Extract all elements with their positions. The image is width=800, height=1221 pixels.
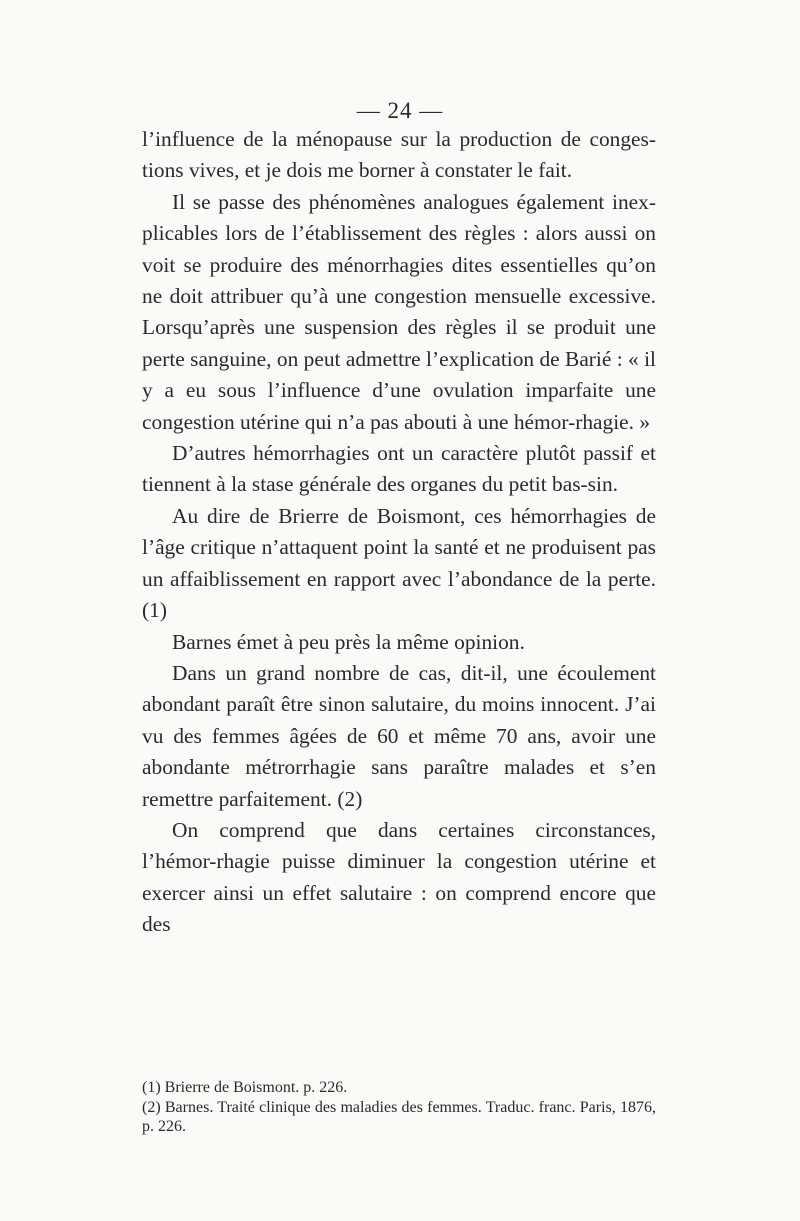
footnote-2: (2) Barnes. Traité clinique des maladies des femmes. Traduc. franc. Paris, 1876, p. 226. — [142, 1098, 656, 1136]
paragraph-6: Dans un grand nombre de cas, dit-il, une écoulement abondant paraît être sinon salutaire, du moins innocent. J’ai vu des femmes âgées de 60 et même 70 ans, avoir une abondante métrorrhagie sans paraître malades et s’en remettre parfaitement. (2) — [142, 660, 656, 811]
body-text — [142, 124, 656, 941]
paragraph-5: Barnes émet à peu près la même opinion. — [172, 629, 525, 654]
paragraph-7: On comprend que dans certaines circonstances, l’hémor-rhagie puisse diminuer la congestion utérine et exercer ainsi un effet salutaire : on comprend encore que des — [142, 817, 656, 937]
footnotes — [142, 1078, 656, 1137]
page-number: — 24 — — [356, 98, 444, 123]
paragraph-2: Il se passe des phénomènes analogues également inex-plicables lors de l’établissement des règles : alors aussi on voit se produire des ménorrhagies dites essentielles qu’on ne doit attribuer qu’à une congestion mensuelle excessive. Lorsqu’après une suspension des règles il se produit une perte sanguine, on peut admettre l’explication de Barié : « il y a eu sous l’influence d’une ovulation imparfaite une congestion utérine qui n’a pas abouti à une hémor-rhagie. » — [142, 189, 656, 434]
paragraph-1: l’influence de la ménopause sur la production de conges-tions vives, et je dois me borner à constater le fait. — [142, 127, 656, 183]
paragraph-3: D’autres hémorrhagies ont un caractère plutôt passif et tiennent à la stase générale des organes du petit bas-sin. — [142, 441, 656, 497]
paragraph-4: Au dire de Brierre de Boismont, ces hémorrhagies de l’âge critique n’attaquent point la santé et ne produisent pas un affaiblissement en rapport avec l’abondance de la perte. (1) — [142, 503, 656, 623]
footnote-1: (1) Brierre de Boismont. p. 226. — [142, 1079, 348, 1096]
